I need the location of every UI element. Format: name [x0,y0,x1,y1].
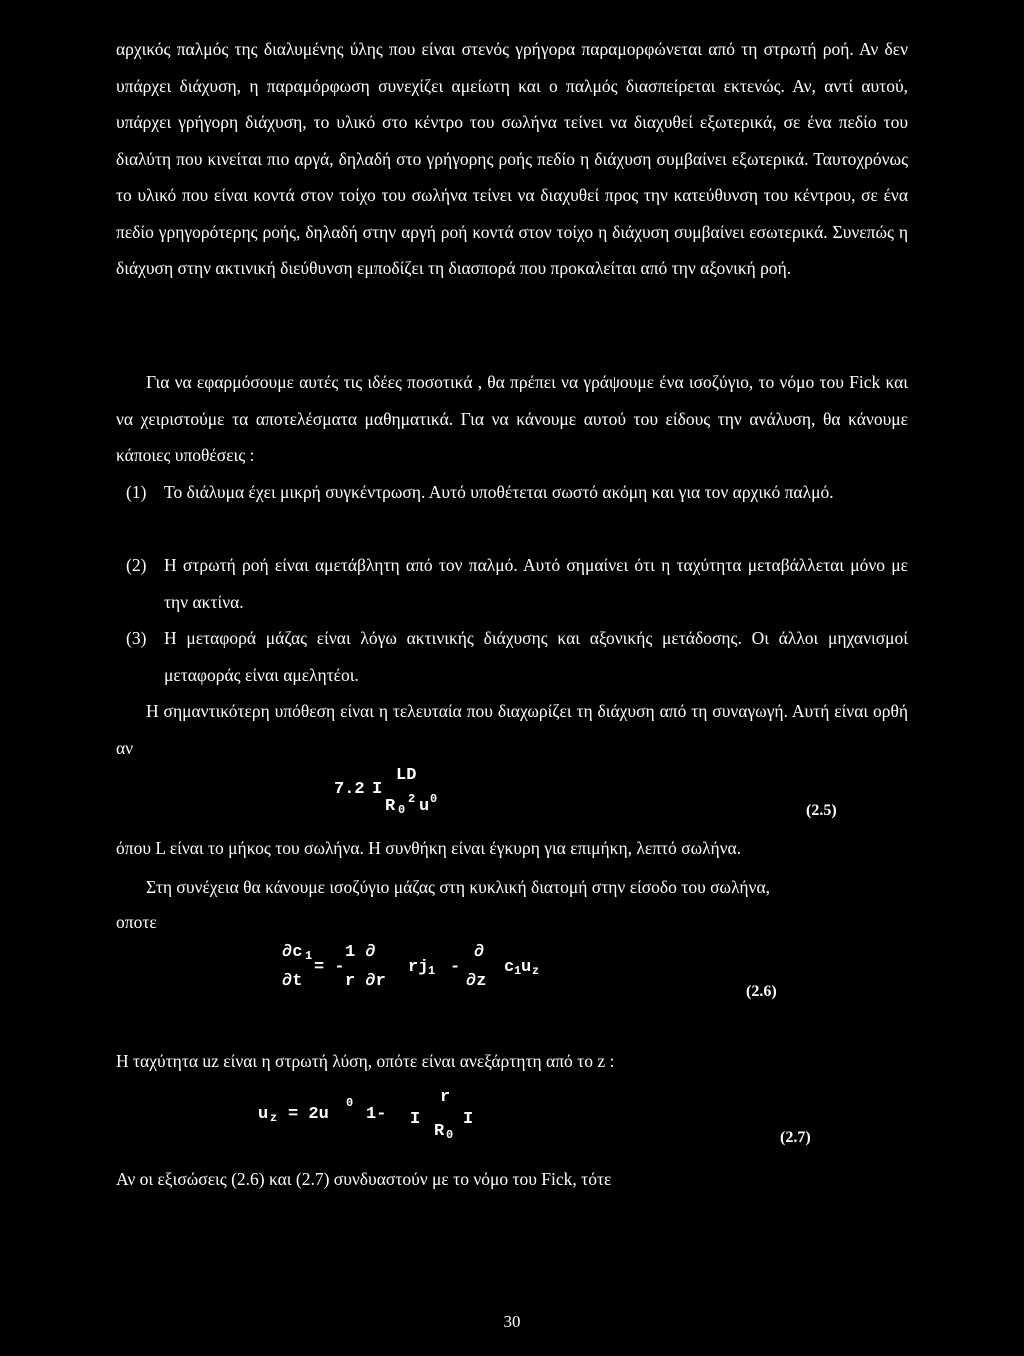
eq27-den: R [434,1122,445,1141]
paragraph-velocity: Η ταχύτητα uz είναι η στρωτή λύση, οπότε είναι ανεξάρτητη από το z : [116,1051,615,1071]
eq26-c: c [504,958,515,977]
eq25-den-sup: 2 [408,792,416,806]
eq26-t1-sub: 1 [305,949,313,963]
eq26-t2-den: r ∂r [345,972,386,991]
eq27-num: r [440,1088,451,1107]
eq26-t3-den: ∂z [466,972,487,991]
eq26-label: (2.6) [746,983,777,1000]
eq27-u-sub: z [270,1111,278,1125]
eq26-flux-sub: 1 [428,964,436,978]
paragraph-fick: Για να εφαρμόσουμε αυτές τις ιδέες ποσοτικά , θα πρέπει να γράψουμε ένα ισοζύγιο, το νόμο του Fick και να χειριστούμε τα αποτελέσματα μαθηματικά. Για να κάνουμε αυτού του είδους την ανάλυση, θα κάνουμε κάποιες υποθέσεις : [116,372,908,465]
eq26-u-sub: z [532,964,540,978]
eq25-den-sup2: 0 [430,792,438,806]
paragraph-length: όπου L είναι το μήκος του σωλήνα. Η συνθήκη είναι έγκυρη για επιμήκη, λεπτό σωλήνα. [116,838,742,858]
eq27-u: u [258,1105,269,1124]
eq26-flux: rj [408,958,429,977]
paragraph-key-assumption: Η σημαντικότερη υπόθεση είναι η τελευταία που διαχωρίζει τη διάχυση από τη συναγωγή. Αυτή είναι ορθή αν [116,701,908,758]
eq27-one-minus: 1- [366,1105,387,1124]
paragraph-intro: αρχικός παλμός της διαλυμένης ύλης που είναι στενός γρήγορα παραμορφώνεται από τη στρωτή ροή. Αν δεν υπάρχει διάχυση, η παραμόρφωση συνεχίζει αμείωτη και ο παλμός διασπείρεται εκτενώς. Αν, αντί αυτού, υπάρχει γρήγορη διάχυση, το υλικό στο κέντρο του σωλήνα τείνει να διαχυθεί εξωτερικά, σε ένα πεδίο του διαλύτη που κινείται πιο αργά, δηλαδή στο γρήγορης ροής πεδίο η διάχυση συμβαίνει εξωτερικά. Ταυτοχρόνως το υλικό που είναι κοντά στον τοίχο του σωλήνα τείνει να διαχυθεί προς την κατεύθυνση του κέντρου, σε ένα πεδίο γρηγορότερης ροής, δηλαδή στην αργή ροή κοντά στον τοίχο η διάχυση συμβαίνει εσωτερικά. Συνεπώς η διάχυση στην ακτινική διεύθυνση εμποδίζει τη διασπορά που προκαλείται από την αξονική ροή. [116,39,908,278]
assumption-3 [126,620,908,693]
assumption-number: (1) [126,482,147,502]
eq25-numerator: LD [396,766,417,785]
assumption-text: Το διάλυμα έχει μικρή συγκέντρωση. Αυτό υποθέτεται σωστό ακόμη και για τον αρχικό παλμό. [164,482,834,502]
eq25-den-sub: 0 [398,803,406,817]
eq27-bar-right: I [463,1110,474,1129]
assumption-number: (2) [126,555,147,575]
eq25-den-r: R [385,797,396,816]
eq27-bar-left: I [410,1110,421,1129]
eq27-den-sub: 0 [446,1128,454,1142]
eq26-equals: = - [314,958,345,977]
paragraph-hence: οποτε [116,912,157,932]
eq26-t2-num: 1 ∂ [345,943,376,962]
eq26-minus: - [450,958,461,977]
assumption-2 [126,547,908,620]
assumption-text: Η στρωτή ροή είναι αμετάβλητη από τον παλμό. Αυτό σημαίνει ότι η ταχύτητα μεταβάλλεται μόνο με την ακτίνα. [164,555,908,612]
eq26-t1-den: ∂t [282,972,303,991]
eq26-t1-num: ∂c [282,943,303,962]
paragraph-balance: Στη συνέχεια θα κάνουμε ισοζύγιο μάζας στη κυκλική διατομή στην είσοδο του σωλήνα, [146,877,771,897]
eq25-den-u: u [419,797,430,816]
paragraph-combine: Αν οι εξισώσεις (2.6) και (2.7) συνδυαστούν με το νόμο του Fick, τότε [116,1169,612,1189]
eq27-sup: 0 [346,1096,354,1110]
assumption-number: (3) [126,628,147,648]
eq26-t3-num: ∂ [474,943,485,962]
eq27-label: (2.7) [780,1129,811,1146]
assumption-1 [126,474,908,511]
assumption-text: Η μεταφορά μάζας είναι λόγω ακτινικής διάχυσης και αξονικής μετάδοσης. Οι άλλοι μηχανισμοί μεταφοράς είναι αμελητέοι. [164,628,908,685]
eq25-coefficient: 7.2 [334,780,365,799]
eq26-u: u [521,958,532,977]
eq27-rhs: = 2u [288,1105,329,1124]
eq25-label: (2.5) [806,802,837,819]
eq25-bar: I [372,780,383,799]
eq26-c-sub: 1 [514,964,522,978]
page-number: 30 [503,1312,521,1331]
